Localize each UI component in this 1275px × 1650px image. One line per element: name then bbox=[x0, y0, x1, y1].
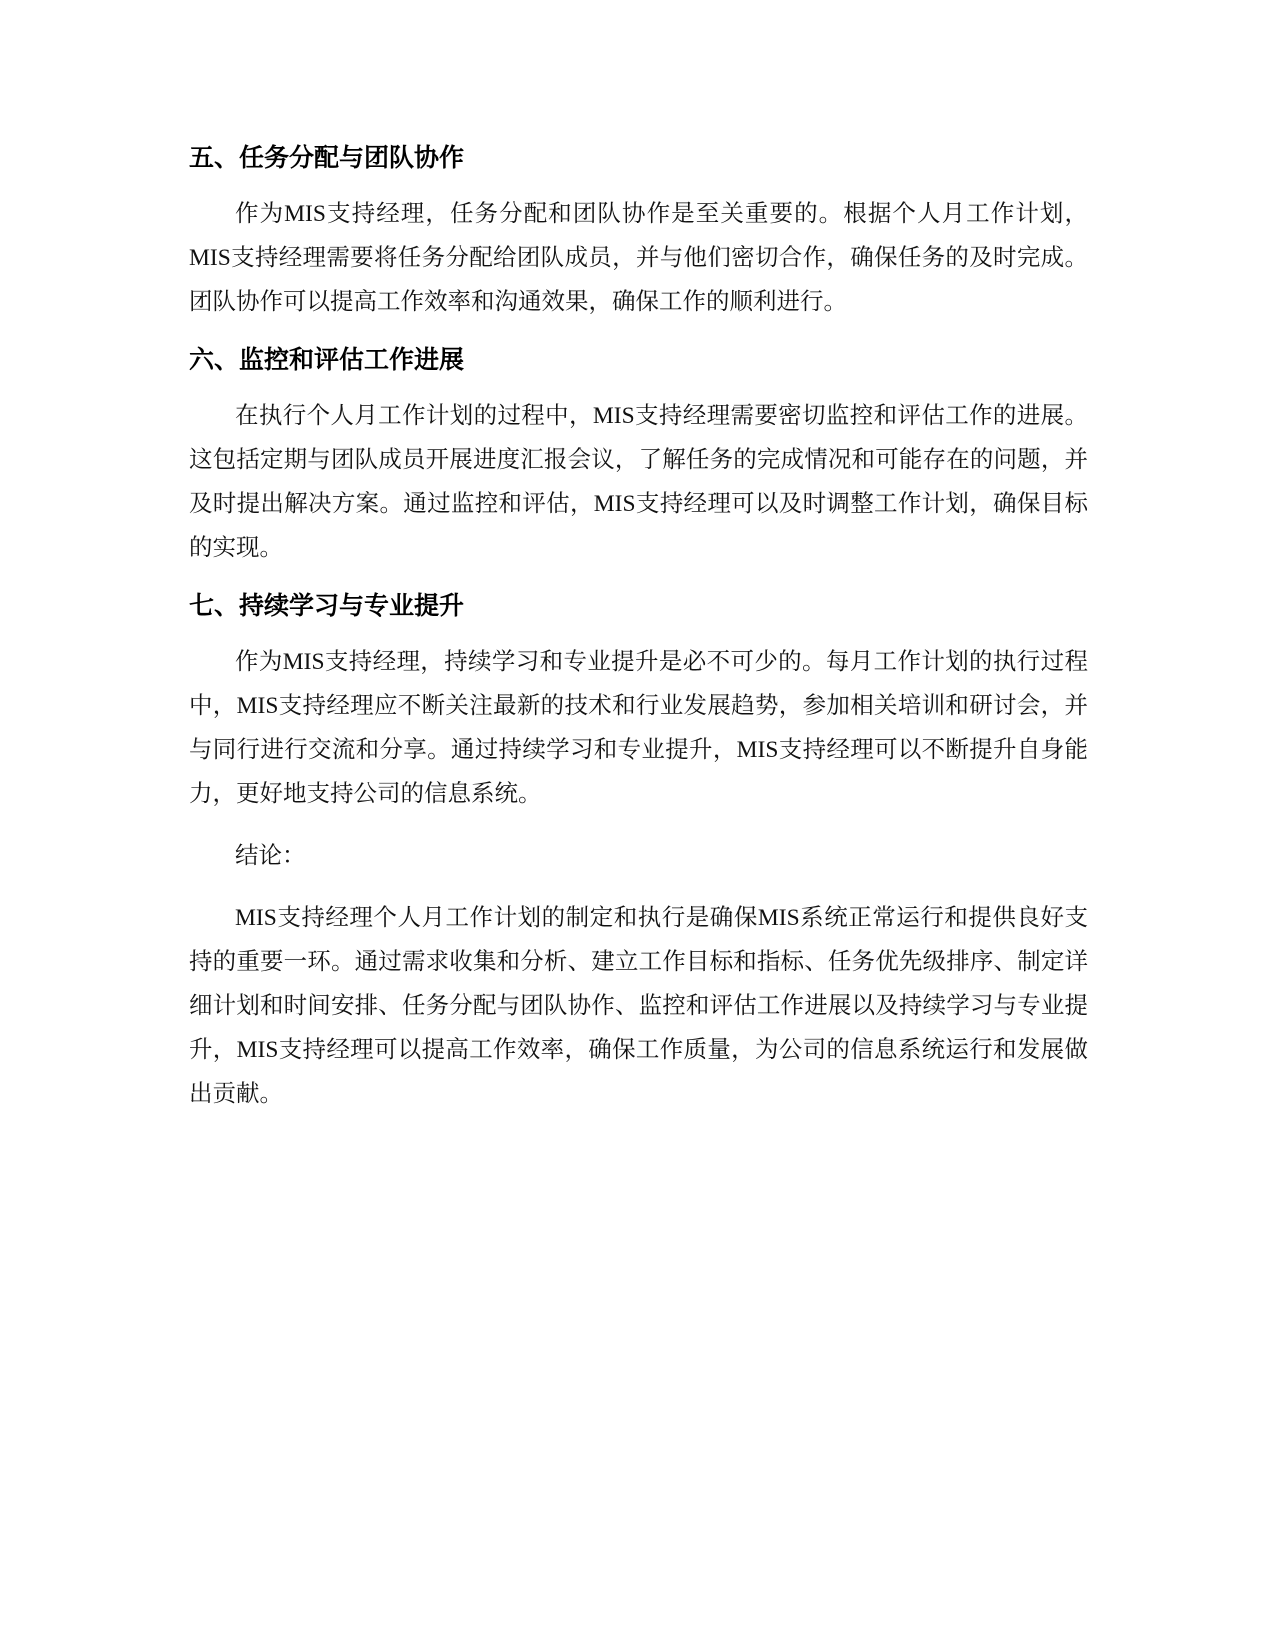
document-body bbox=[189, 140, 1088, 1116]
section-heading-6: 六、监控和评估工作进展 bbox=[189, 345, 465, 374]
section-heading-7: 七、持续学习与专业提升 bbox=[189, 591, 465, 620]
conclusion-paragraph: MIS支持经理个人月工作计划的制定和执行是确保MIS系统正常运行和提供良好支持的重要一环。通过需求收集和分析、建立工作目标和指标、任务优先级排序、制定详细计划和时间安排、任务分配与团队协作、监控和评估工作进展以及持续学习与专业提升，MIS支持经理可以提高工作效率，确保工作质量，为公司的信息系统运行和发展做出贡献。 bbox=[189, 905, 1088, 1107]
section-paragraph-6: 在执行个人月工作计划的过程中，MIS支持经理需要密切监控和评估工作的进展。这包括定期与团队成员开展进度汇报会议，了解任务的完成情况和可能存在的问题，并及时提出解决方案。通过监控和评估，MIS支持经理可以及时调整工作计划，确保目标的实现。 bbox=[189, 403, 1088, 561]
section-heading-5: 五、任务分配与团队协作 bbox=[189, 143, 465, 172]
section-paragraph-7: 作为MIS支持经理，持续学习和专业提升是必不可少的。每月工作计划的执行过程中，MIS支持经理应不断关注最新的技术和行业发展趋势，参加相关培训和研讨会，并与同行进行交流和分享。通过持续学习和专业提升，MIS支持经理可以不断提升自身能力，更好地支持公司的信息系统。 bbox=[189, 649, 1088, 807]
section-paragraph-5: 作为MIS支持经理，任务分配和团队协作是至关重要的。根据个人月工作计划，MIS支持经理需要将任务分配给团队成员，并与他们密切合作，确保任务的及时完成。团队协作可以提高工作效率和沟通效果，确保工作的顺利进行。 bbox=[189, 201, 1088, 315]
conclusion-label: 结论： bbox=[235, 843, 306, 869]
